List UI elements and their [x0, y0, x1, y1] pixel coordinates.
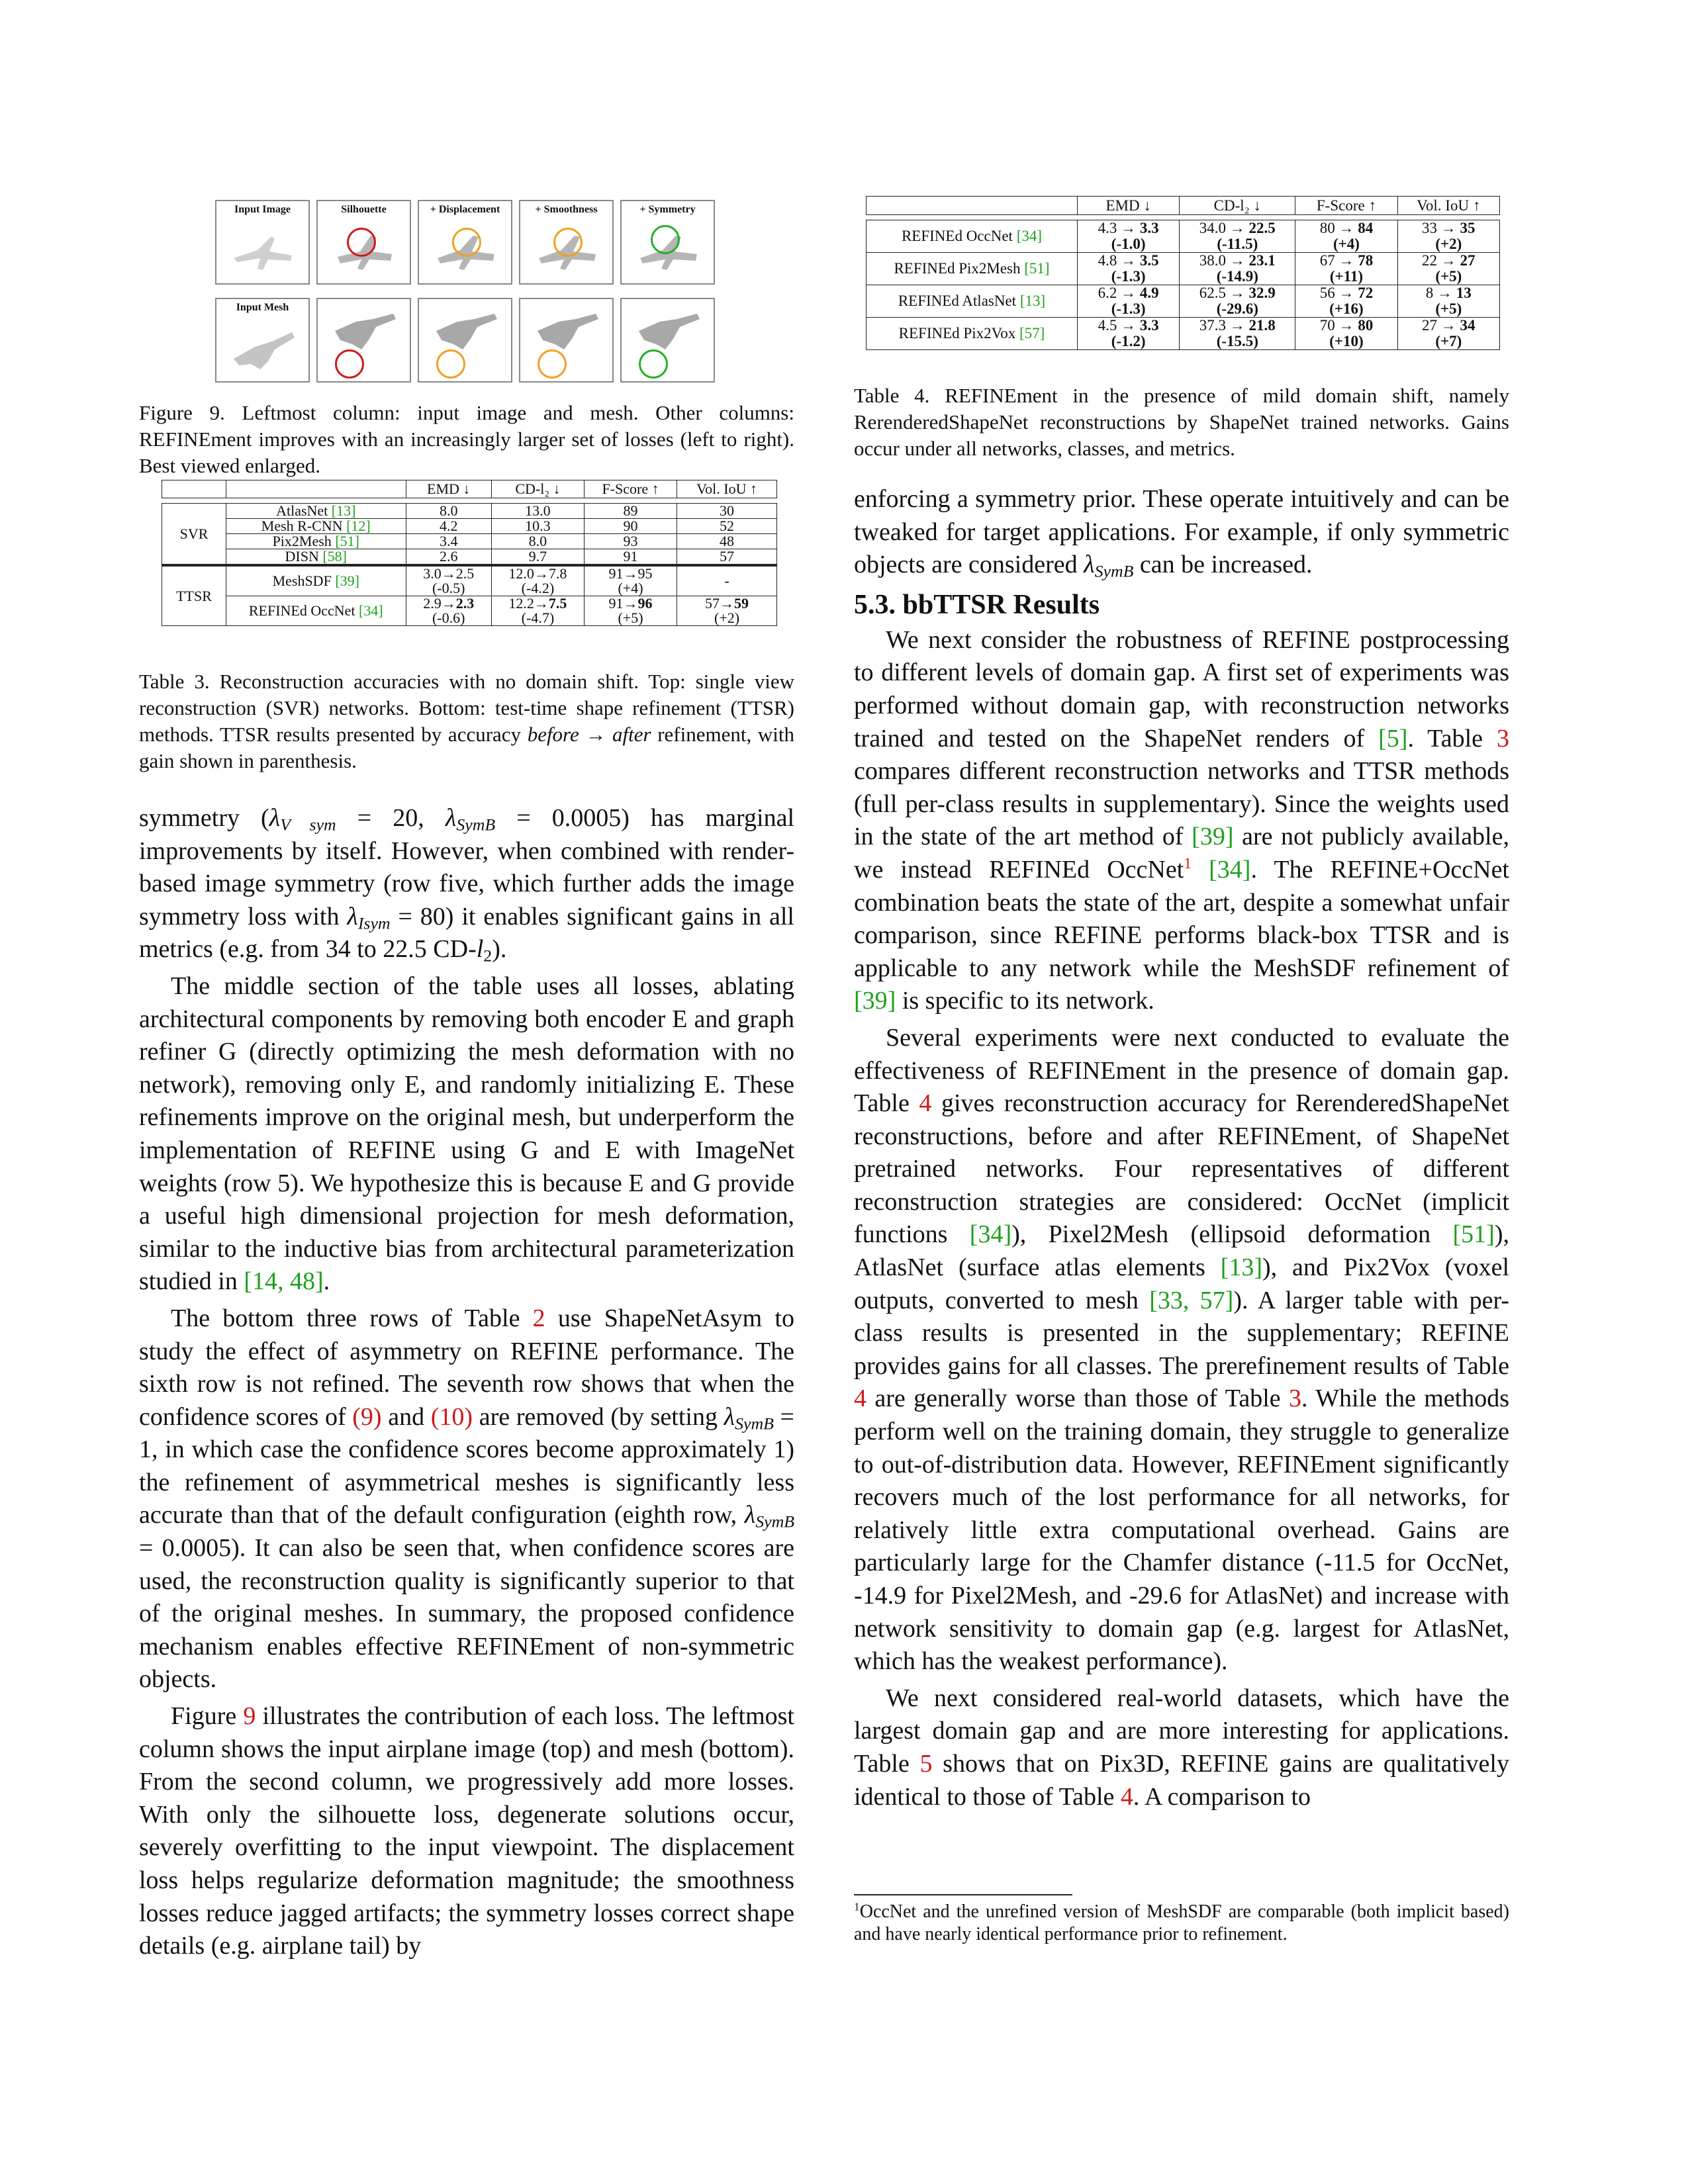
row-method: [867, 253, 1078, 285]
cell-emd: [406, 596, 491, 626]
cell-emd: 2.6: [406, 549, 491, 566]
cell-iou: [677, 596, 777, 626]
method-name: REFINEd Pix2Vox: [898, 325, 1016, 341]
footnote-text: OccNet and the unrefined version of MeshSDF are comparable (both implicit based) and have nearly identical performance prior to refinement.: [854, 1901, 1509, 1944]
cell-fscore: [1295, 253, 1397, 285]
math-subscript: SymB: [456, 815, 496, 835]
cell-fscore: 91: [584, 549, 677, 566]
cell-cd: [491, 565, 584, 596]
displacement-mesh-marker-circle: [436, 349, 465, 379]
text-run: Several experiments were next conducted to evaluate the effectiveness of REFINEment in the presence of domain gap. Table: [854, 1023, 1509, 1118]
cell-cd: 9.7: [491, 549, 584, 566]
caption-text: →: [579, 723, 613, 746]
value-before: 27 →: [1422, 317, 1460, 334]
cell-iou: 30: [677, 504, 777, 519]
table-row: [162, 504, 777, 519]
text-run: enforcing a symmetry prior. These operate intuitively and can be tweaked for target applications. For example, if only symmetric objects are considered: [854, 485, 1509, 579]
cell-iou: [1397, 285, 1499, 318]
table-ref-link[interactable]: 3: [1497, 724, 1509, 752]
citation-link[interactable]: [33,: [1149, 1286, 1190, 1314]
text-run: We next consider the robustness of REFINE postprocessing to different levels of domain gap. A first set of experiments was performed without domain gap, with reconstruction networks trained and tested on the ShapeNet renders of: [854, 625, 1509, 752]
row-method: [226, 534, 406, 549]
value-after: 3.5: [1139, 252, 1159, 269]
citation-link[interactable]: [13]: [1220, 1253, 1262, 1282]
method-name: MeshSDF: [272, 572, 332, 589]
value-gain: (+4): [1333, 236, 1360, 252]
value-before: 2.9→: [423, 595, 456, 612]
value-after: 96: [637, 595, 653, 612]
airplane-mesh-icon: [231, 330, 296, 371]
value-after: 34: [1460, 317, 1476, 334]
row-method: [867, 318, 1078, 350]
method-name: Pix2Mesh: [272, 533, 332, 549]
value-after: 84: [1358, 220, 1374, 236]
method-name: DISN: [285, 548, 319, 565]
value-after: 7.5: [548, 595, 567, 612]
value-gain: (+16): [1329, 300, 1364, 317]
cell-iou: 48: [677, 534, 777, 549]
equation-ref-link[interactable]: (10): [430, 1402, 473, 1431]
table-row: [867, 285, 1500, 318]
citation-link[interactable]: [51]: [1452, 1220, 1495, 1249]
citation-link[interactable]: [13]: [331, 502, 356, 519]
text-run: = 80) it enables significant gains in all metrics (e.g. from 34 to 22.5 CD-: [139, 902, 794, 964]
table-4: [866, 196, 1500, 350]
value-gain: (+5): [1435, 300, 1462, 317]
value-before: 70 →: [1319, 317, 1358, 334]
value-after: 21.8: [1248, 317, 1276, 334]
fig-displacement-cell: [418, 200, 512, 285]
math-symbol: l: [476, 935, 484, 964]
text-run: are generally worse than those of Table: [867, 1385, 1289, 1413]
cell-fscore: [1295, 220, 1397, 253]
caption-text: after: [612, 723, 651, 746]
table-4-caption: Table 4. REFINEment in the presence of mild domain shift, namely RerenderedShapeNet reconstructions by ShapeNet trained networks. Gains occur under all networks, classes, and metrics.: [854, 384, 1509, 460]
value-gain: (+2): [1435, 236, 1462, 252]
value-gain: (+4): [618, 580, 643, 596]
paragraph: [854, 1682, 1509, 1813]
row-method: [226, 504, 406, 519]
symmetry-mesh-marker-circle: [639, 349, 668, 379]
table-ref-link[interactable]: 2: [532, 1304, 545, 1332]
text-run: = 20,: [336, 804, 445, 832]
value-gain: (-0.6): [432, 610, 465, 626]
text-run: ), and Pix2Vox (voxel outputs, converted to mesh: [854, 1253, 1509, 1314]
text-run: ).: [492, 935, 507, 964]
table-3-caption: [139, 668, 794, 774]
text-run: . The REFINE+OccNet combination beats the state of the art, despite a somewhat unfair comparison, since REFINE performs black-box TTSR and is applicable to any network while the MeshSDF refinement of: [854, 855, 1509, 982]
fig-label-displacement: + Displacement: [430, 204, 500, 215]
table-ref-link[interactable]: 3: [1289, 1385, 1301, 1413]
math-symbol: λ: [445, 804, 457, 832]
table-row: [162, 534, 777, 549]
value-before: 12.2→: [508, 595, 549, 612]
airplane-mesh-icon: [535, 312, 600, 353]
table-spacer-row: [867, 215, 1500, 220]
value-gain: (-11.5): [1217, 236, 1258, 252]
value-gain: (-1.2): [1111, 333, 1146, 349]
silhouette-mesh-marker-circle: [335, 349, 364, 379]
text-run: illustrates the contribution of each loss. The leftmost column shows the input airplane image (top) and mesh (bottom). From the second column, we progressively add more losses. With only the silhouette loss, degenerate solutions occur, severely overfitting to the input viewpoint. The displacement loss helps regularize deformation magnitude; the smoothness losses reduce jagged artifacts; the symmetry losses correct shape details (e.g. airplane tail) by: [139, 1702, 794, 1960]
smoothness-marker-circle: [553, 228, 583, 257]
value-after: 78: [1358, 252, 1374, 269]
smoothness-mesh-marker-circle: [538, 349, 567, 379]
value-gain: (-0.5): [432, 580, 465, 596]
cell-iou: 52: [677, 519, 777, 534]
equation-ref-link[interactable]: (9): [352, 1402, 382, 1431]
cell-fscore: 93: [584, 534, 677, 549]
value-after: 32.9: [1248, 285, 1276, 301]
text-run: [1192, 856, 1209, 884]
cell-cd: [1180, 285, 1295, 318]
cell-emd: [1078, 253, 1180, 285]
table-header-cd: CD-l₂ ↓: [1180, 197, 1295, 215]
group-label-ttsr: TTSR: [162, 565, 226, 626]
fig-input-image-cell: [215, 200, 310, 285]
math-subscript: 2: [483, 946, 492, 966]
table-header-emd: EMD ↓: [1078, 197, 1180, 215]
table-ref-link[interactable]: 4: [919, 1089, 932, 1118]
value-before: 33 →: [1422, 220, 1460, 236]
text-run: use ShapeNetAsym to study the effect of asymmetry on REFINE performance. The sixth row is not refined. The seventh row shows that when the confidence scores of: [139, 1304, 794, 1431]
cell-emd: [1078, 318, 1180, 350]
cell-emd: [406, 565, 491, 596]
cell-iou: [1397, 220, 1499, 253]
cell-fscore: 89: [584, 504, 677, 519]
text-run: and: [381, 1402, 431, 1431]
value-gain: (+11): [1329, 268, 1364, 285]
footnote-mark: 1: [854, 1900, 860, 1913]
row-method: [226, 596, 406, 626]
value-after: 23.1: [1248, 252, 1276, 269]
airplane-mesh-icon: [636, 312, 701, 353]
value-gain: (-4.7): [521, 610, 555, 626]
table-row: [162, 596, 777, 626]
airplane-mesh-icon: [434, 312, 498, 353]
text-run: ), Pixel2Mesh (ellipsoid deformation: [1011, 1220, 1453, 1249]
left-body-text: [139, 802, 794, 1963]
citation-link[interactable]: [14,: [244, 1267, 284, 1296]
airplane-mesh-icon: [332, 312, 397, 353]
text-run: are removed (by setting: [473, 1402, 724, 1431]
value-change: 12.0→7.8: [508, 565, 567, 582]
citation-link[interactable]: [58]: [322, 548, 348, 565]
text-run: .: [323, 1267, 330, 1296]
value-change: 3.0→2.5: [423, 565, 475, 582]
value-gain: (-15.5): [1216, 333, 1258, 349]
citation-link[interactable]: 48]: [283, 1267, 324, 1296]
cell-iou: [1397, 253, 1499, 285]
value-change: 91→95: [608, 565, 653, 582]
text-run: The middle section of the table uses all losses, ablating architectural components by removing both encoder E and graph refiner G (directly optimizing the mesh deformation with no network), removing only E, and randomly initializing E. These refinements improve on the original mesh, but underperform the implementation of REFINE using G and E with ImageNet weights (row 5). We hypothesize this is because E and G provide a useful high dimensional projection for mesh deformation, similar to the inductive bias from architectural parameterization studied in: [139, 972, 794, 1296]
citation-link[interactable]: [12]: [346, 518, 371, 534]
cell-cd: [491, 596, 584, 626]
fig-silhouette-cell: [316, 200, 411, 285]
fig-symmetry-cell: [620, 200, 715, 285]
table-header-emd: EMD ↓: [406, 480, 491, 498]
caption-text: Table 3. Reconstruction accuracies with no domain shift. Top: single view reconstruction (SVR) networks. Bottom: test-time shape refinement (TTSR) methods. TTSR results presented by accuracy: [139, 670, 794, 746]
citation-link[interactable]: [34]: [969, 1220, 1012, 1249]
citation-link[interactable]: [13]: [1019, 293, 1046, 309]
cell-iou: 57: [677, 549, 777, 566]
method-name: Mesh R-CNN: [261, 518, 343, 534]
paragraph: [854, 483, 1509, 582]
group-label-svr: SVR: [162, 504, 226, 566]
text-run: = 0.0005). It can also be seen that, when confidence scores are used, the reconstruction quality is significantly superior to that of the original meshes. In summary, the proposed confidence mechanism enables effective REFINEment of non-symmetric objects.: [139, 1534, 794, 1694]
value-gain: (+2): [714, 610, 740, 626]
fig-symmetry-mesh-cell: [620, 298, 715, 383]
row-method: [226, 565, 406, 596]
fig-displacement-mesh-cell: [418, 298, 512, 383]
math-symbol: λ: [269, 804, 281, 832]
cell-cd: [1180, 253, 1295, 285]
math-symbol: λ: [1084, 551, 1095, 579]
displacement-marker-circle: [452, 228, 481, 257]
airplane-image-icon: [231, 232, 296, 273]
value-before: 22 →: [1422, 252, 1460, 269]
table-row: [162, 519, 777, 534]
fig-silhouette-mesh-cell: [316, 298, 411, 383]
table-header-cell: [867, 197, 1078, 215]
figure-9: [215, 200, 731, 392]
text-run: The bottom three rows of Table: [171, 1304, 533, 1332]
caption-text: before: [527, 723, 579, 746]
table-ref-link[interactable]: 4: [1120, 1782, 1133, 1811]
cell-fscore: [584, 596, 677, 626]
table-row: [162, 565, 777, 596]
citation-link[interactable]: [34]: [359, 602, 383, 619]
math-subscript: SymB: [1094, 561, 1134, 581]
row-method: [867, 220, 1078, 253]
cell-emd: [1078, 285, 1180, 318]
table-row: [867, 318, 1500, 350]
citation-link[interactable]: 57]: [1189, 1286, 1234, 1314]
cell-cd: 8.0: [491, 534, 584, 549]
fig-label-symmetry: + Symmetry: [639, 204, 696, 215]
value-after: 13: [1456, 285, 1472, 301]
cell-emd: 4.2: [406, 519, 491, 534]
paragraph: [854, 624, 1509, 1018]
math-subscript: SymB: [755, 1512, 794, 1531]
cell-emd: 8.0: [406, 504, 491, 519]
value-gain: (-1.3): [1111, 268, 1146, 285]
fig-smoothness-cell: [519, 200, 614, 285]
row-method: [867, 285, 1078, 318]
table-ref-link[interactable]: 4: [854, 1385, 867, 1413]
citation-link[interactable]: [51]: [1024, 260, 1050, 277]
value-after: 2.3: [455, 595, 475, 612]
footnote-link[interactable]: 1: [1184, 854, 1192, 872]
value-before: 4.3 →: [1098, 220, 1140, 236]
table-header-cd: CD-l₂ ↓: [491, 480, 584, 498]
citation-link[interactable]: [5]: [1378, 724, 1408, 752]
table-header-cell: [162, 480, 226, 498]
citation-link[interactable]: [39]: [1192, 823, 1234, 851]
cell-fscore: [584, 565, 677, 596]
citation-link[interactable]: [51]: [335, 533, 359, 549]
method-name: REFINEd Pix2Mesh: [894, 260, 1021, 277]
value-gain: (+10): [1329, 333, 1364, 349]
value-after: 22.5: [1248, 220, 1276, 236]
text-run: Figure: [171, 1702, 244, 1731]
text-run: ), AtlasNet (surface atlas elements: [854, 1220, 1509, 1282]
method-name: REFINEd AtlasNet: [898, 293, 1017, 309]
method-name: REFINEd OccNet: [248, 602, 355, 619]
text-run: shows that on Pix3D, REFINE gains are qualitatively identical to those of Table: [854, 1749, 1509, 1811]
text-run: are not publicly available, we instead REFINEd OccNet: [854, 823, 1509, 884]
math-subscript: SymB: [735, 1414, 774, 1433]
value-before: 67 →: [1319, 252, 1358, 269]
text-run: . Table: [1407, 724, 1497, 752]
value-gain: (+7): [1435, 333, 1462, 349]
cell-iou: -: [677, 565, 777, 596]
citation-link[interactable]: [39]: [335, 572, 359, 589]
table-row: [867, 220, 1500, 253]
math-subscript: V sym: [280, 815, 336, 835]
value-before: 4.5 →: [1098, 317, 1140, 334]
value-after: 35: [1460, 220, 1476, 236]
table-header-cell: [226, 480, 406, 498]
citation-link[interactable]: [34]: [1016, 228, 1043, 244]
footnote: [854, 1901, 1509, 1946]
value-before: 56 →: [1319, 285, 1358, 301]
paragraph: [139, 802, 794, 966]
cell-fscore: 90: [584, 519, 677, 534]
cell-fscore: [1295, 318, 1397, 350]
value-before: 37.3 →: [1199, 317, 1249, 334]
value-before: 34.0 →: [1199, 220, 1249, 236]
caption-text: refinement, with gain shown in parenthesis.: [139, 723, 794, 772]
figure-ref-link[interactable]: 9: [243, 1702, 256, 1731]
table-row: [162, 549, 777, 566]
paragraph: [854, 1022, 1509, 1678]
value-before: 62.5 →: [1199, 285, 1249, 301]
paragraph: [139, 1302, 794, 1696]
text-run: can be increased.: [1133, 551, 1313, 579]
cell-cd: [1180, 318, 1295, 350]
value-gain: (-1.0): [1111, 236, 1146, 252]
cell-cd: 10.3: [491, 519, 584, 534]
text-run: symmetry (: [139, 804, 269, 832]
fig-label-input-mesh: Input Mesh: [236, 302, 289, 313]
text-run: We next considered real-world datasets, which have the largest domain gap and are more interesting for applications. Table: [854, 1684, 1509, 1778]
text-run: gives reconstruction accuracy for RerenderedShapeNet reconstructions, before and after REFINEment, of ShapeNet pretrained networks. Four representatives of different reconstruction strategies are considered: OccNet (implicit functions: [854, 1089, 1509, 1249]
table-header-fscore: F-Score ↑: [1295, 197, 1397, 215]
text-run: . While the methods perform well on the training domain, they struggle to generalize to out-of-distribution data. However, REFINEment significantly recovers much of the lost performance for all networks, for relatively little extra computational overhead. Gains are particularly large for the Chamfer distance (-11.5 for OccNet, -14.9 for Pixel2Mesh, and -29.6 for AtlasNet) and increase with network sensitivity to domain gap (e.g. largest for AtlasNet, which has the weakest performance).: [854, 1385, 1509, 1676]
method-name: AtlasNet: [276, 502, 328, 519]
text-run: compares different reconstruction networks and TTSR methods (full per-class results in supplementary). Since the weights used in the state of the art method of: [854, 757, 1509, 851]
value-after: 4.9: [1139, 285, 1159, 301]
fig-smoothness-mesh-cell: [519, 298, 614, 383]
table-header-iou: Vol. IoU ↑: [677, 480, 777, 498]
fig-label-silhouette: Silhouette: [341, 204, 387, 215]
value-before: 57→: [705, 595, 735, 612]
citation-link[interactable]: [34]: [1209, 855, 1251, 884]
value-gain: (-4.2): [521, 580, 555, 596]
fig-input-mesh-cell: [215, 298, 310, 383]
math-subscript: Isym: [357, 913, 391, 933]
table-header-fscore: F-Score ↑: [584, 480, 677, 498]
citation-link[interactable]: [39]: [854, 987, 896, 1015]
symmetry-marker-circle: [651, 225, 680, 254]
section-heading: 5.3. bbTTSR Results: [854, 589, 1100, 620]
value-after: 80: [1358, 317, 1374, 334]
footnote-divider: [854, 1894, 1072, 1895]
citation-link[interactable]: [57]: [1019, 325, 1045, 341]
value-before: 38.0 →: [1199, 252, 1249, 269]
value-after: 72: [1358, 285, 1374, 301]
value-gain: (-14.9): [1216, 268, 1258, 285]
value-before: 4.8 →: [1098, 252, 1140, 269]
value-after: 3.3: [1139, 220, 1159, 236]
figure-9-caption: Figure 9. Leftmost column: input image and mesh. Other columns: REFINEment improves with an increasingly larger set of losses (left to right). Best viewed enlarged.: [139, 401, 794, 477]
table-3: [162, 480, 777, 626]
table-header-row: [867, 197, 1500, 215]
cell-fscore: [1295, 285, 1397, 318]
cell-iou: [1397, 318, 1499, 350]
table-header-row: [162, 480, 777, 498]
text-run: is specific to its network.: [896, 987, 1154, 1015]
table-ref-link[interactable]: 5: [919, 1749, 933, 1778]
paragraph: [139, 1700, 794, 1963]
value-gain: (+5): [1435, 268, 1462, 285]
text-run: = 0.0005) has marginal improvements by itself. However, when combined with render-based image symmetry (row five, which further adds the image symmetry loss with: [139, 804, 795, 931]
value-gain: (-29.6): [1216, 300, 1258, 317]
table-row: [867, 253, 1500, 285]
right-body-text: [854, 483, 1509, 1813]
method-name: REFINEd OccNet: [901, 228, 1013, 244]
value-gain: (+5): [618, 610, 643, 626]
text-run: . A comparison to: [1133, 1782, 1311, 1811]
row-method: [226, 519, 406, 534]
fig-label-input-image: Input Image: [234, 204, 291, 215]
value-after: 3.3: [1139, 317, 1159, 334]
value-after: 59: [734, 595, 749, 612]
math-symbol: λ: [724, 1402, 735, 1431]
math-symbol: λ: [347, 902, 358, 931]
value-before: 91→: [608, 595, 638, 612]
math-symbol: λ: [744, 1501, 756, 1529]
value-before: 6.2 →: [1098, 285, 1140, 301]
text-run: = 1, in which case the confidence scores become approximately 1) the refinement of asymmetrical meshes is significantly less accurate than that of the default configuration (eighth row,: [139, 1402, 794, 1529]
cell-emd: 3.4: [406, 534, 491, 549]
cell-cd: 13.0: [491, 504, 584, 519]
table-header-iou: Vol. IoU ↑: [1397, 197, 1499, 215]
value-gain: (-1.3): [1111, 300, 1146, 317]
row-method: [226, 549, 406, 566]
value-before: 80 →: [1319, 220, 1358, 236]
value-before: 8 →: [1425, 285, 1456, 301]
paragraph: [139, 970, 794, 1298]
silhouette-marker-circle: [347, 228, 376, 257]
text-run: ). A larger table with per-class results is presented in the supplementary; REFINE provides gains for all classes. The prerefinement results of Table: [854, 1286, 1510, 1380]
table-spacer-row: [162, 498, 777, 504]
cell-emd: [1078, 220, 1180, 253]
fig-label-smoothness: + Smoothness: [535, 204, 598, 215]
value-after: 27: [1460, 252, 1476, 269]
cell-cd: [1180, 220, 1295, 253]
